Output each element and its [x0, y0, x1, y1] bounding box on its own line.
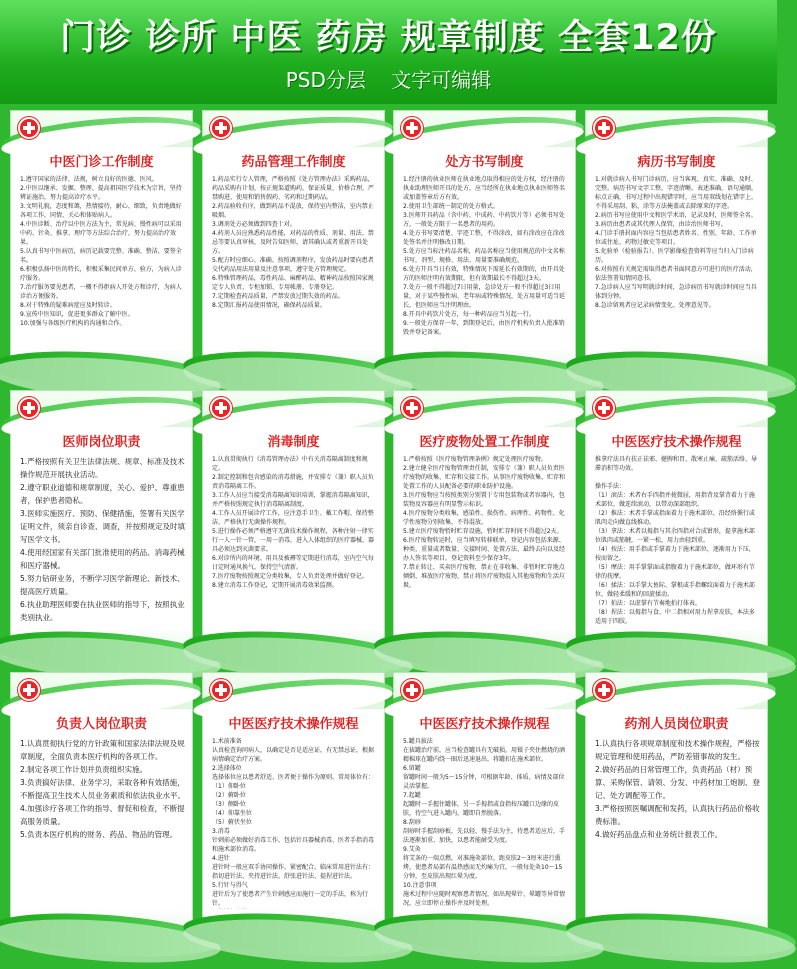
- panel-title: 药品管理工作制度: [241, 155, 346, 170]
- panel-title: 中医医疗技术操作规程: [228, 717, 359, 732]
- panel-header-decoration: [586, 391, 767, 427]
- panel-title: 医师岗位职责: [62, 435, 141, 450]
- panel-title: 中医门诊工作制度: [49, 155, 154, 170]
- red-cross-icon: [18, 117, 40, 139]
- panel-body: 1.认真执行各项规章制度和技术操作规程，严格按规定管理和使用药品，严防差错事故的发生。 2.做好药品的日常管理工作，负责药品（材）预算、采购保管、请领、分发、中药材加工炮制、登记、处方调配等工作。 3.严格按照医嘱调配和发药，认真执行药品价格收费标准。 4.做好药品盘点和业务统计报表工作。: [595, 739, 760, 839]
- panel-body: 5.罐具拔法 在拔罐治疗前，应当检查罐具有无破损，用镊子夹住燃烧的酒精棉球在罐内绕一圈后迅速退出，将罐扣在施术部位。 6.留罐 留罐时间一般为5～15分钟，可根据年龄、体质、病情及部位灵活掌握。 7.起罐 起罐时一手握住罐体，另一手拇指或食指按压罐口边缘的皮肤，待空气进入罐内，罐即自然脱落。 8.刮痧 刮痧时手握刮痧板，先以轻、慢手法为主，待患者适应后，手法逐渐加重、加快，以患者能耐受为度。 9.艾灸 将艾条的一端点燃，对准施灸部位，距皮肤2～3厘米进行熏烤，使患者局部有温热感而无灼痛为宜，一般每处灸10～15分钟，至皮肤出现红晕为度。 10.注意事项 施术过程中应随时观察患者情况，如出现晕针、晕罐等异常情况，应立即停止操作并及时处理。: [403, 738, 566, 907]
- panel-title: 病历书写制度: [637, 155, 716, 170]
- red-cross-icon: [18, 397, 40, 419]
- panel-header-decoration: [11, 673, 192, 709]
- panel-header-decoration: [586, 111, 767, 147]
- panel-body: 1.认真贯彻执行《消毒管理办法》中有关消毒隔离制度和规定。 2.制定控制和包含感染的消毒措施，并安排专（兼）职人员负责消毒隔离工作。 3.工作人员应当接受消毒隔离知识培训，掌握消毒隔离知识，并严格按照规定执行消毒隔离制度。 4.工作人员开展诊疗工作，应注意手卫生、戴工作帽、保持整洁，严格执行无菌操作规程。 5.进行操作必须严格遵守无菌技术操作规程，各种注射一律实行一人一针一管，一用一消毒，进入人体组织的医疗器械、器具必须达到灭菌要求。 6.对诊所内的环境、用具及被褥等定期进行消毒，室内空气每日定时通风换气，保持空气清新。 7.医疗废物按照规定分类收集，专人负责处理并做好登记。 8.建立消毒工作登记，定期开展消毒效果监测。: [212, 456, 375, 589]
- rule-panel: [393, 672, 576, 936]
- panel-footer-decoration: [586, 347, 767, 373]
- panel-body: 1.认真贯彻执行党的方针政策和国家法律法规及规章制度，全面负责本医疗机构的各项工作。 2.制定各项工作计划并负责组织实施。 3.负责搞好法律、业务学习，采取各种有效措施，不断提高卫生技术人员业务素质和依法执业水平。 4.加强诊疗各项工作的指导、督促和检查，不断提高服务质量。 5.负责本医疗机构的财务、药品、物品的管理。: [20, 739, 185, 839]
- panel-footer-decoration: [586, 909, 767, 935]
- panel-footer-decoration: [11, 347, 192, 373]
- red-cross-icon: [210, 397, 232, 419]
- panel-header-decoration: [394, 391, 575, 427]
- rule-panel: [585, 672, 768, 936]
- panel-title: 消毒制度: [267, 435, 320, 450]
- rule-panel: [10, 672, 193, 936]
- panel-footer-decoration: [11, 627, 192, 653]
- panel-header-decoration: [11, 111, 192, 147]
- panel-footer-decoration: [11, 909, 192, 935]
- panel-header-decoration: [394, 111, 575, 147]
- rule-panel: [585, 110, 768, 374]
- panel-title: 中医医疗技术操作规程: [611, 435, 742, 450]
- red-cross-icon: [210, 679, 232, 701]
- page-subtitle: PSD分层 文字可编辑: [285, 68, 492, 92]
- red-cross-icon: [401, 679, 423, 701]
- panel-body: 1.经注册的执业医师在执业地点取得相应的处方权，经注册的执业助理医师开具的处方，应当经所在执业地点执业医师签名或加盖签章后方有效。 2.使用卫生部统一制定的处方格式。 3.医师开具药品（含中药、中成药、中药饮片等）必须书写处方，一般处方限于一名患者的用药。 4.处方书写要清楚、字迹工整，不得涂改，如有涂改应在涂改处签名并注明修改日期。 5.处方应当标注药品名称，药品名称应当使用规范的中文名称书写，剂型、规格、用法、用量要准确规范。 6.处方开具当日有效，特殊情况下需延长有效期的，由开具处方的医师注明有效期限，但有效期最长不得超过3天。 7.处方一般不得超过7日用量，急诊处方一般不得超过3日用量，对于某些慢性病、老年病或特殊情况，处方用量可适当延长，但医师应当注明理由。 8.开具中药饮片处方，每一种药品应当另起一行。 9.一般处方保存一年，到期登记后，由医疗机构负责人批准销毁并登记备案。: [403, 176, 566, 336]
- red-cross-icon: [593, 679, 615, 701]
- panel-body: 1.术前准备 认真检查询问病人，以确定是否是适应证，有无禁忌证，根据病情确定治疗方案。 2.选择体位 选择体位应以患者舒适、医者便于操作为原则。常用体位有： （1）仰卧位 （2）俯卧位 （3）侧卧位 （4）仰靠坐位 （5）俯伏坐位 3.消毒 针刺前必须做好消毒工作，包括针具器械消毒、医者手指消毒和施术部位消毒。 4.进针 进针时一般应双手协同操作，紧密配合。临床常用进针法有：指切进针法、夹持进针法、舒张进针法、提捏进针法。 5.行针与得气 进针后为了使患者产生针刺感应而施行一定的手法，称为行针。: [212, 738, 375, 907]
- red-cross-icon: [18, 679, 40, 701]
- red-cross-icon: [593, 117, 615, 139]
- rule-panel: [585, 390, 768, 654]
- panel-body: 1.严格按照有关卫生法律法规、规章、标准及技术操作规范开展执业活动。 2.遵守职业道德和规章制度，关心、爱护、尊重患者，保护患者隐私。 3.医师实施医疗、预防、保健措施，签署有关医学证明文件，须亲自诊查、调查，并按照规定及时填写医学文书。 4.使用经国家有关部门批准使用的药品、消毒药械和医疗器械。 5.努力钻研业务，不断学习医学新理论、新技术、提高医疗质量。 6.执业助理医师要在执业医师的指导下，按照执业类别执业。: [20, 457, 185, 622]
- panel-header-decoration: [203, 673, 384, 709]
- panel-header-decoration: [586, 673, 767, 709]
- rule-panel: [10, 390, 193, 654]
- panel-title: 处方书写制度: [445, 155, 524, 170]
- panel-title: 药剂人员岗位职责: [624, 717, 729, 732]
- rule-panel: [202, 110, 385, 374]
- panel-body: 1.药品实行专人管理，严格按照《处方管理办法》采购药品，药品采购有计划，按正规渠道购药，保证质量，价格合理，严禁购进、使用和销售假药、劣药和过期药品。 2.药品验收有序，做到药品不混放，保持室内整洁，室内禁止吸烟。 3.调剂处方必须做到四查十对。 4.药剂人员应熟悉药品性能，对药品的性质、剂量、用法、禁忌等要认真审核，及时告知医师，请其确认或者重新开具处方。 5.配方时应细心、准确、按照调剂程序，发放药品时要向患者交代药品用法用量及注意事项，遵守处方管理规定。 6.特殊管理药品，毒性药品、麻醉药品、精神药品按照国家规定专人负责、专柜加锁、专用帐册、专册登记。 7.定期检查药品质量，严禁发放过期失效的药品。 8.定期汇报药品使用情况，确保药品质量。: [212, 176, 375, 309]
- panel-body: 1.对就诊病人书写门诊病历，应当客观、真实、准确、及时、完整。病历书写文字工整，字迹清晰，表述准确，语句通顺，标点正确，书写过程中出现错字时，应当用双线划在错字上，不得采用刮、粘、涂等方法掩盖或去除原来的字迹。 2.病历书写应使用中文和医学术语，记录及时，医师签全名。 3.病历由患者或其代理人保管，由诊治医师书写。 4.门诊手册封面内容应当包括患者姓名、性别、年龄、工作单位或住址、药物过敏史等项目。 5.化验单（检验报告）、医学影像检查资料等应当归入门诊病历。 6.对按照有关规定需取得患者书面同意方可进行的医疗活动，依法签署知情同意书。 7.急诊病人应当写明就诊时间，急诊病历书写就诊时间应当具体到分钟。 8.急诊留观者应记录病情变化、处理意见等。: [595, 176, 758, 309]
- header-banner: [0, 0, 777, 104]
- panel-body: 推拿疗法具有扶正祛邪、健脾和胃、散寒止痛、疏筋活络、导滞消积等功效。 操作手法： （1）滚法：术者右手四指并拢微屈，用指背及掌背着力于施术部位，做连续滚动，以带动深部组织。 （2）推法：术者手掌或指面着力于施术部位，沿经络循行或肌肉走向做直线推动。 （3）拿法：术者以拇指与其余四指对合成钳形，提拿施术部位肌肉或筋腱，一紧一松，用力由轻到重。 （4）按法：用手指或手掌着力于施术部位，逐渐用力下压，按而留之。 （5）摩法：用手掌掌面或指腹着力于施术部位，做环形有节律的抚摩。 （6）揉法：以手掌大鱼际、掌根或手指螺纹面着力于施术部位，做轻柔缓和的回旋揉动。 （7）拍法：以虚掌有节奏地拍打体表。 （8）捏法：以拇指与食、中二指相对用力捏拿皮肤，本法多适用于四肢。: [595, 456, 758, 625]
- red-cross-icon: [593, 397, 615, 419]
- panel-header-decoration: [203, 111, 384, 147]
- panel-header-decoration: [203, 391, 384, 427]
- panel-header-decoration: [394, 673, 575, 709]
- red-cross-icon: [210, 117, 232, 139]
- rule-panel: [393, 110, 576, 374]
- panel-footer-decoration: [203, 627, 384, 653]
- panel-footer-decoration: [203, 909, 384, 935]
- panel-body: 1.严格按照《医疗废物管理条例》规定处理医疗废物。 2.建立健全医疗废物管理责任制，安排专（兼）职人员负责医疗废物的收集、贮存和交接工作。从事医疗废物收集、贮存和处置工作的人员配备必要的职业防护设施。 3.医疗废物应当按照类别分别置于专用包装物或者容器内，包装物及容器应有明显警示标识。 4.医疗废物分类收集，感染性、损伤性、病理性、药物性、化学性废物分别收集，不得混放。 5.建立医疗废物暂时贮存设施，暂时贮存时间不得超过2天。 6.医疗废物转运时，应当填写转移联单，登记内容包括来源、种类、重量或者数量、交接时间、处置方法、最终去向以及经办人签名等项目，登记资料至少保存3年。 7.禁止转让、买卖医疗废物，禁止在非收集、非暂时贮存地点倾倒、堆放医疗废物，禁止将医疗废物混入其他废物和生活垃圾。: [403, 456, 566, 589]
- rule-panel: [202, 672, 385, 936]
- rule-panel: [393, 390, 576, 654]
- rule-panel: [202, 390, 385, 654]
- light-wave: [565, 913, 797, 969]
- panel-title: 医疗废物处置工作制度: [419, 435, 550, 450]
- panel-header-decoration: [11, 391, 192, 427]
- red-cross-icon: [401, 117, 423, 139]
- red-cross-icon: [401, 397, 423, 419]
- panel-footer-decoration: [394, 627, 575, 653]
- rule-panel: [10, 110, 193, 374]
- panel-title: 负责人岗位职责: [55, 717, 147, 732]
- page-title: 门诊 诊所 中医 药房 规章制度 全套12份: [60, 18, 717, 58]
- panel-footer-decoration: [394, 909, 575, 935]
- panel-title: 中医医疗技术操作规程: [419, 717, 550, 732]
- panel-footer-decoration: [394, 347, 575, 373]
- panel-footer-decoration: [586, 627, 767, 653]
- panel-body: 1.遵守国家的法律、法规，树立良好的医德、医风。 2.中医以继承、发掘、整理、提高祖国医学技术为宗旨，坚持辨证施治，努力提高诊疗水平。 3.文明礼貌，态度和蔼，热情接待，耐心、细致，负责地做好各项工作，同情、关心和体贴病人。 4.中医诊断、治疗以中医方法为主，常见病、慢性病可以采用中药、针灸、推拿、理疗等方法综合治疗，努力提高治疗效果。 5.认真书写中医病历，病历记载要完整、准确、整洁，要签全名。 6.积极弘扬中医的特长，积极采集民间单方、验方，为病人诊疗服务。 7.治疗服务要见患者，一概不得拒病人开处方和诊疗，为病人诊治方便服务。 8.对于特殊的疑难病症应及时转诊。 9.宣传中医知识，促进更多群众了解中医。 10.加强与各级医疗机构的沟通和合作。: [20, 176, 182, 327]
- panel-footer-decoration: [203, 347, 384, 373]
